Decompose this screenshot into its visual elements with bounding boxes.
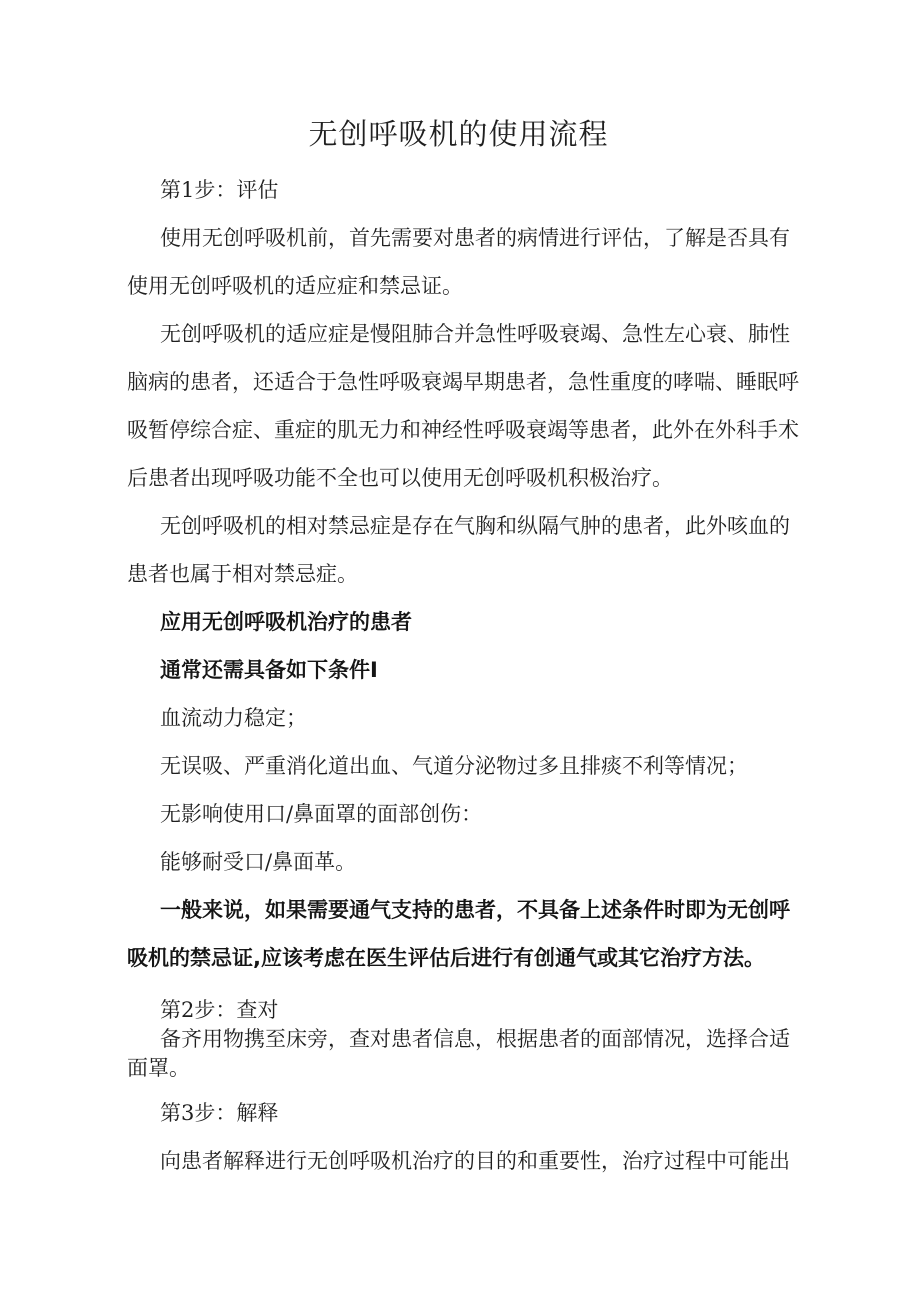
- document-body: [127, 166, 799, 1185]
- text-line: 第3步：解释: [160, 1101, 279, 1125]
- text-line: 一般来说，如果需要通气支持的患者，不具备上述条件时即为无创呼: [160, 898, 790, 922]
- document-title: 无创呼吸机的使用流程: [308, 117, 609, 151]
- text-line: 通常还需具备如下条件I: [160, 658, 378, 682]
- text-line: 无影响使用口/鼻面罩的面部创伤：: [160, 802, 483, 826]
- text-line: 无误吸、严重消化道出血、气道分泌物过多且排痰不利等情况；: [160, 754, 748, 778]
- text-line: 无创呼吸机的适应症是慢阻肺合并急性呼吸衰竭、急性左心衰、肺性: [160, 322, 790, 346]
- text-line: 血流动力稳定；: [160, 706, 307, 730]
- text-line: 第1步：评估: [160, 178, 279, 202]
- text-line: 向患者解释进行无创呼吸机治疗的目的和重要性，治疗过程中可能出: [160, 1149, 790, 1173]
- text-line: 使用无创呼吸机的适应症和禁忌证。: [127, 274, 463, 298]
- text-line: 患者也属于相对禁忌症。: [127, 562, 358, 586]
- text-line: 能够耐受口/鼻面革。: [160, 850, 357, 874]
- text-line: 后患者出现呼吸功能不全也可以使用无创呼吸机积极治疗。: [127, 466, 673, 490]
- text-line: 无创呼吸机的相对禁忌症是存在气胸和纵隔气肿的患者，此外咳血的: [160, 514, 790, 538]
- text-line: 应用无创呼吸机治疗的患者: [160, 610, 412, 634]
- text-line: 脑病的患者，还适合于急性呼吸衰竭早期患者，急性重度的哮喘、睡眠呼: [127, 370, 799, 394]
- text-line: 吸暂停综合症、重症的肌无力和神经性呼吸衰竭等患者，此外在外科手术: [127, 418, 799, 442]
- text-line: 第2步：查对: [160, 998, 279, 1022]
- text-line: 使用无创呼吸机前，首先需要对患者的病情进行评估，了解是否具有: [160, 226, 790, 250]
- text-line: 备齐用物携至床旁，查对患者信息，根据患者的面部情况，选择合适: [160, 1027, 790, 1051]
- text-line: 吸机的禁忌证,应该考虑在医生评估后进行有创通气或其它治疗方法。: [127, 946, 765, 970]
- text-line: 面罩。: [127, 1056, 190, 1080]
